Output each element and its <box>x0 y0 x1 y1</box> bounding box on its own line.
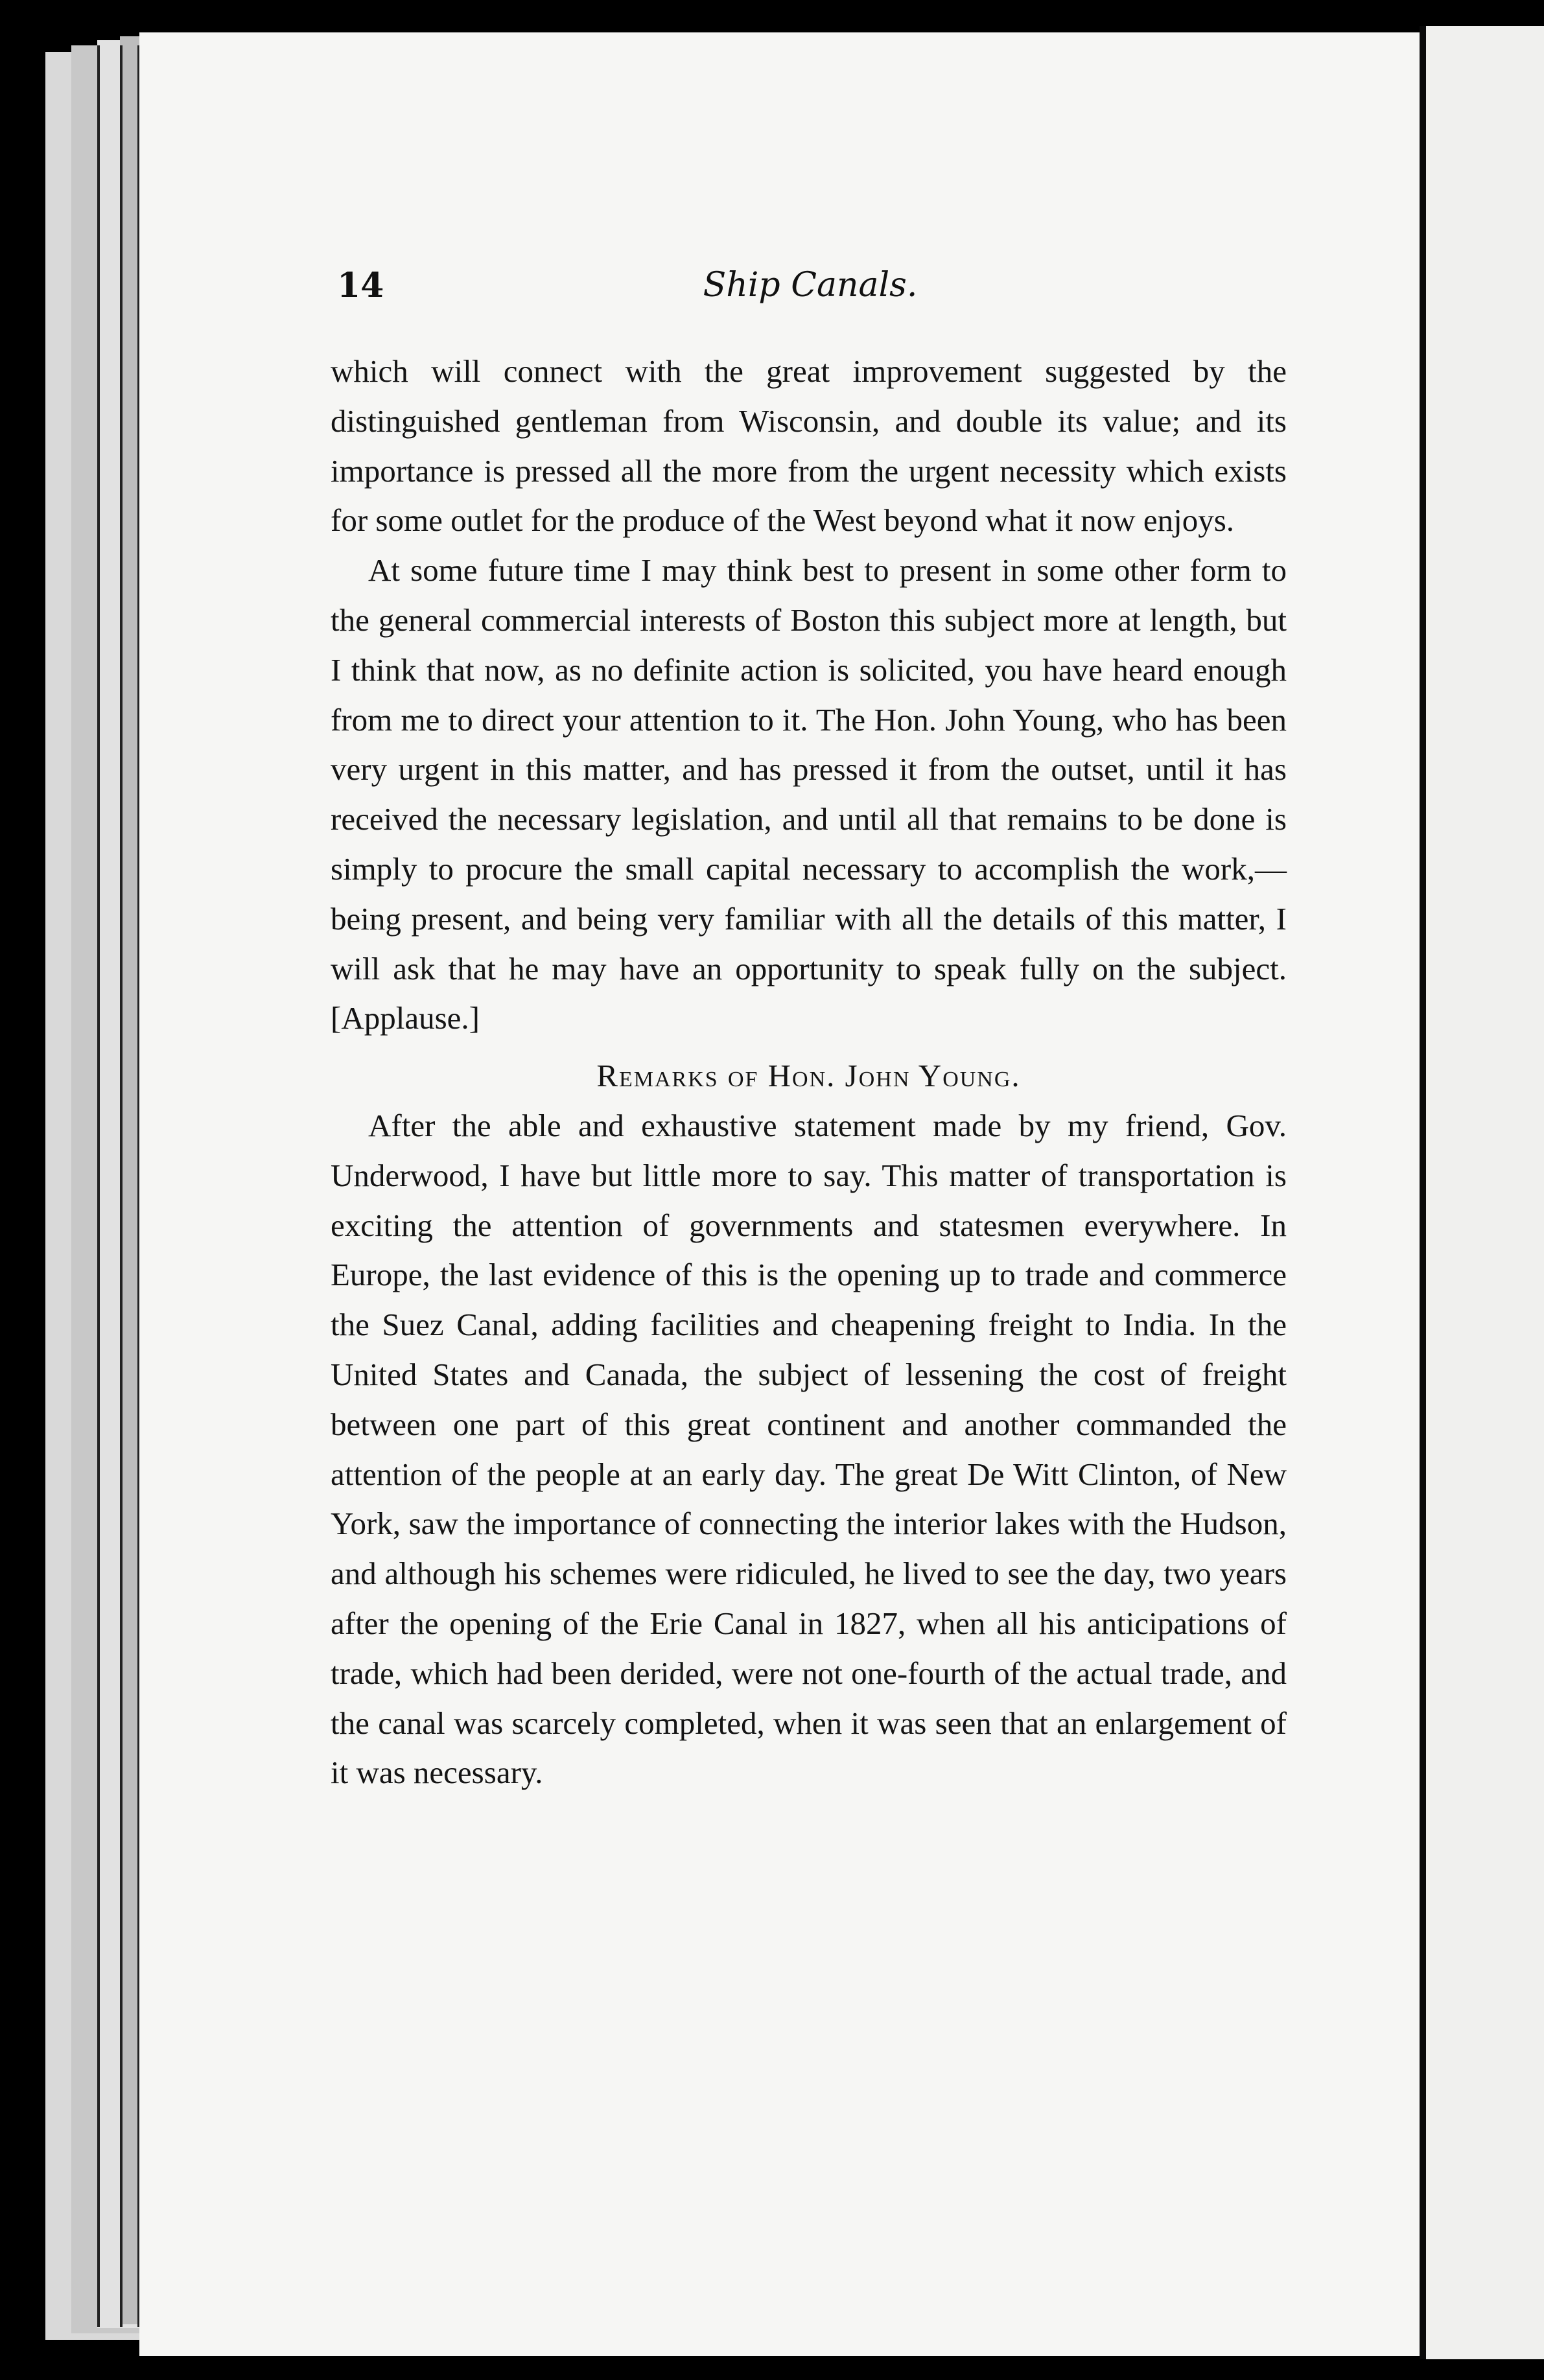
page-edge-line <box>97 45 100 2327</box>
paragraph: At some future time I may think best to present in some other form to the general commercial interests of Boston this subject more at length, but I think that now, as no definite action is solicited, you have heard enough from me to direct your attention to it. The Hon. John Young, who has been very urgent in this matter, and has pressed it from the outset, until it has received the necessary legislation, and until all that remains to be done is simply to procure the small capital necessary to accomplish the work,—being present, and being very familiar with all the details of this matter, I will ask that he may have an opportunity to speak fully on the subject. [Applause.] <box>331 552 1287 1036</box>
paragraph: which will connect with the great improvement suggested by the distinguished gentleman from Wisconsin, and double its value; and its importance is pressed all the more from the urgent necessity which exists for some outlet for the produce of the West beyond what it now enjoys. <box>331 353 1287 539</box>
running-title: Ship Canals. <box>703 266 918 305</box>
facing-page-edge <box>1426 26 1544 2359</box>
paragraph: After the able and exhaustive statement made by my friend, Gov. Underwood, I have but little more to say. This matter of transportation is exciting the attention of governments and statesmen everywhere. In Europe, the last evidence of this is the opening up to trade and commerce the Suez Canal, adding facilities and cheapening freight to India. In the United States and Canada, the subject of lessening the cost of freight between one part of this great continent and another commanded the attention of the people at an early day. The great De Witt Clinton, of New York, saw the importance of connecting the interior lakes with the Hudson, and although his schemes were ridiculed, he lived to see the day, two years after the opening of the Erie Canal in 1827, when all his anticipations of trade, which had been derided, were not one-fourth of the actual trade, and the canal was scarcely completed, when it was seen that an enlargement of it was necessary. <box>331 1107 1287 1791</box>
page-body <box>331 347 1287 1798</box>
page-number: 14 <box>337 266 384 305</box>
page-header <box>337 266 1283 318</box>
page-edge-line <box>120 45 123 2327</box>
section-heading: Remarks of Hon. John Young. <box>596 1058 1021 1094</box>
